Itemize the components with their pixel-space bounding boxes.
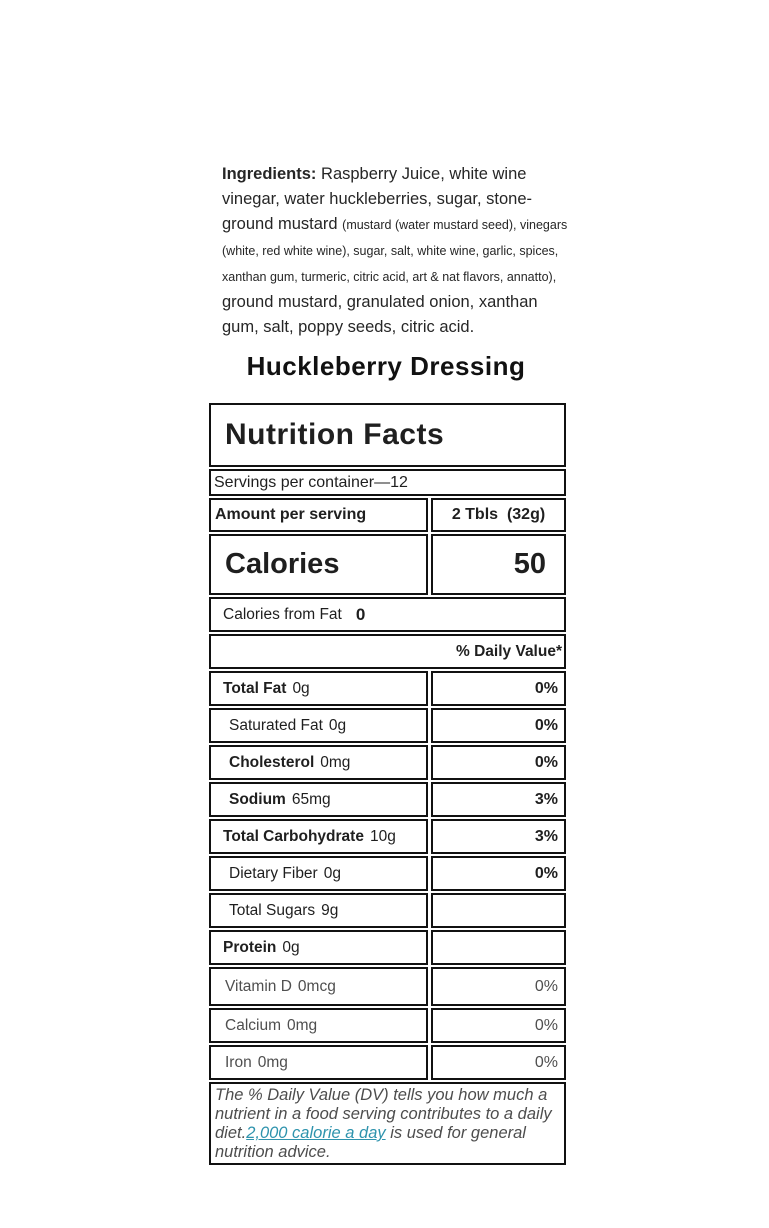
serving-size: 2 Tbls (32g): [451, 506, 546, 523]
footnote-text-before: The % Daily Value (DV) tells you how much a nutrient in a food serving contributes to a daily diet.: [215, 1086, 552, 1142]
nutrient-amount: 0mcg: [297, 977, 336, 995]
product-title: Huckleberry Dressing: [246, 351, 526, 381]
footnote: [209, 1082, 566, 1165]
nutrient-row-saturated-fat: [209, 708, 566, 743]
nutrient-amount: 65mg: [291, 790, 331, 808]
footnote-text-after: is used for general nutrition advice.: [215, 1124, 526, 1161]
ingredients-text-sub: (mustard (water mustard seed), vinegars (white, red white wine), sugar, salt, white wine, garlic, spices, xanthan gum, turmeric, citric acid, art & nat flavors, annatto),: [222, 218, 568, 284]
nutrient-amount: 0g: [282, 938, 300, 956]
ingredients-text-main: Raspberry Juice, white wine vinegar, water huckleberries, sugar, stone-ground mustard: [222, 165, 532, 233]
nutrition-facts-title-row: [209, 403, 566, 467]
nutrient-row-sodium: [209, 782, 566, 817]
nutrient-name: Protein: [223, 938, 277, 956]
nutrition-facts-title: Nutrition Facts: [225, 418, 445, 451]
nutrient-name: Dietary Fiber: [229, 864, 318, 882]
ingredients-text-end: ground mustard, granulated onion, xanthan gum, salt, poppy seeds, citric acid.: [222, 293, 538, 336]
nutrient-dv: 0%: [534, 716, 558, 734]
nutrient-name: Total Sugars: [229, 901, 316, 919]
ingredients-label: Ingredients:: [222, 165, 317, 183]
nutrient-amount: 0g: [292, 679, 310, 697]
nutrient-name: Total Fat: [223, 679, 287, 697]
nutrient-row-iron: [209, 1045, 566, 1080]
nutrient-dv: 3%: [534, 790, 558, 808]
nutrient-name: Iron: [225, 1053, 252, 1071]
nutrient-dv: 0%: [534, 679, 558, 697]
nutrient-dv: 0%: [534, 1016, 558, 1034]
nutrient-dv: 0%: [534, 977, 558, 995]
nutrient-row-total-sugars: [209, 893, 566, 928]
nutrient-row-cholesterol: [209, 745, 566, 780]
nutrient-amount: 0g: [323, 864, 341, 882]
footnote-row: [209, 1082, 566, 1165]
calories-label: Calories: [225, 548, 340, 580]
nutrient-dv: 0%: [534, 864, 558, 882]
servings-per-container: Servings per container—12: [214, 473, 408, 491]
nutrient-row-protein: [209, 930, 566, 965]
nutrition-facts-label: [209, 403, 566, 1167]
ingredients-paragraph: [222, 162, 574, 340]
calories-value: 50: [513, 548, 546, 580]
nutrient-row-total-carbohydrate: [209, 819, 566, 854]
amount-per-serving-row: [209, 498, 566, 532]
nutrient-amount: 0mg: [257, 1053, 288, 1071]
nutrient-amount: 0mg: [320, 753, 351, 771]
nutrient-row-vitamin-d: [209, 967, 566, 1006]
calories-row: [209, 534, 566, 595]
nutrient-name: Vitamin D: [225, 977, 292, 995]
nutrient-name: Sodium: [229, 790, 286, 808]
nutrient-amount: 10g: [369, 827, 396, 845]
nutrient-row-calcium: [209, 1008, 566, 1043]
nutrient-amount: 0mg: [286, 1016, 318, 1034]
daily-value-header: % Daily Value*: [456, 642, 562, 660]
nutrient-name: Saturated Fat: [229, 716, 323, 734]
nutrient-dv: 3%: [534, 827, 558, 845]
daily-value-header-row: [209, 634, 566, 669]
calories-from-fat-row: [209, 597, 566, 632]
servings-row: [209, 469, 566, 496]
calories-from-fat-value: 0: [355, 604, 366, 624]
nutrient-row-total-fat: [209, 671, 566, 706]
nutrient-amount: 0g: [328, 716, 347, 734]
nutrient-dv: 0%: [534, 753, 558, 771]
amount-per-serving-label: Amount per serving: [215, 506, 367, 523]
calorie-diet-link[interactable]: 2,000 calorie a day: [246, 1124, 386, 1142]
nutrient-name: Total Carbohydrate: [223, 827, 364, 845]
nutrient-name: Calcium: [225, 1016, 281, 1034]
calories-from-fat-label: Calories from Fat: [223, 605, 342, 623]
nutrient-name: Cholesterol: [229, 753, 315, 771]
nutrient-amount: 9g: [321, 901, 339, 919]
nutrient-dv: 0%: [534, 1053, 558, 1071]
nutrient-row-dietary-fiber: [209, 856, 566, 891]
